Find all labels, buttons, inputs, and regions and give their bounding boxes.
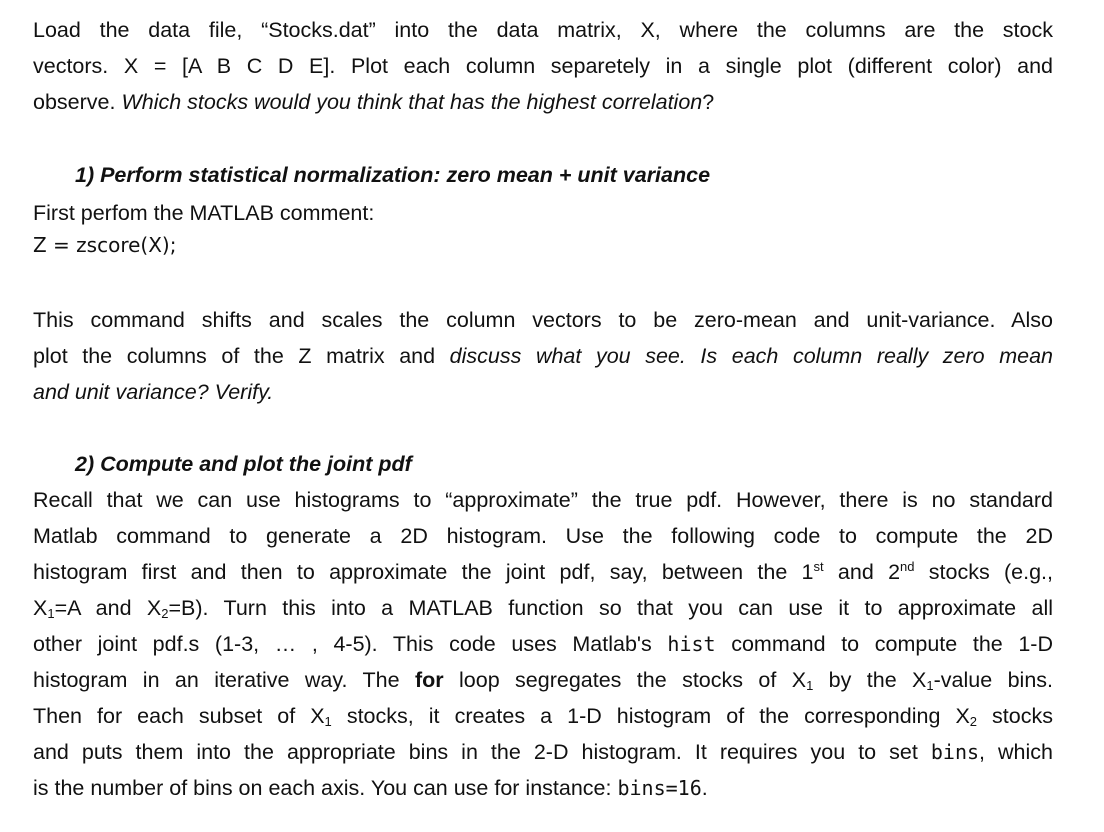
ordinal-sup: st: [813, 559, 824, 574]
subscript: 2: [969, 714, 978, 729]
section-2-text: Then for each subset of X: [33, 704, 325, 728]
intro-line: [33, 84, 1053, 120]
section-2-text: -value bins.: [933, 668, 1054, 692]
section-2-text: command to compute the 1-D: [715, 632, 1053, 656]
section-1-text: plot the columns of the Z matrix and: [33, 344, 450, 368]
section-2-text: =A and X: [54, 596, 162, 620]
subscript: 1: [324, 714, 332, 729]
section-2-text: by the X: [813, 668, 927, 692]
section-2-text: .: [701, 776, 708, 800]
section-1-line: [33, 338, 1053, 374]
section-2-text: stocks, it creates a 1-D histogram of the corresponding X: [331, 704, 970, 728]
section-2-line: [33, 554, 1053, 590]
section-2-line: [33, 662, 1053, 698]
section-2-text: is the number of bins on each axis. You can use for instance:: [33, 776, 618, 800]
intro-question: Which stocks would you think that has the highest correlation: [121, 90, 703, 114]
section-2-line: [33, 770, 1053, 806]
inline-code-bins: bins: [930, 740, 980, 764]
inline-code-hist: hist: [667, 632, 716, 656]
intro-line: Load the data file, “Stocks.dat” into the data matrix, X, where the columns are the stock: [33, 18, 1053, 42]
section-2-text: other joint pdf.s (1-3, … , 4-5). This code uses Matlab's: [33, 632, 668, 656]
intro-text: ?: [702, 90, 715, 114]
subscript: 1: [806, 678, 814, 693]
section-2-line: [33, 698, 1053, 734]
section-2-heading: 2) Compute and plot the joint pdf: [75, 452, 412, 476]
section-1-paragraph: [33, 302, 1053, 410]
inline-code-bins-value: bins=16: [617, 776, 702, 800]
section-2-text: and puts them into the appropriate bins in the 2-D histogram. It requires you to set: [33, 740, 931, 764]
ordinal-sup: nd: [900, 559, 915, 574]
subscript: 2: [161, 606, 169, 621]
bold-for-keyword: for: [414, 668, 444, 692]
section-2-line: [33, 734, 1053, 770]
zscore-code: Z = zscore(X);: [33, 233, 177, 257]
section-2-text: histogram in an iterative way. The: [33, 668, 415, 692]
section-2-text: X: [33, 596, 48, 620]
section-2-text: , which: [979, 740, 1053, 764]
section-1-italic: and unit variance? Verify.: [33, 380, 274, 404]
section-1-line: [33, 374, 1053, 410]
section-2-text: histogram first and then to approximate the joint pdf, say, between the 1: [33, 560, 814, 584]
subscript: 1: [47, 606, 55, 621]
section-1-italic: discuss what you see. Is each column really zero mean: [449, 344, 1054, 368]
section-2-text: loop segregates the stocks of X: [443, 668, 807, 692]
intro-text: observe.: [33, 90, 122, 114]
section-1-line: This command shifts and scales the column vectors to be zero-mean and unit-variance. Also: [33, 308, 1053, 332]
section-1-heading: 1) Perform statistical normalization: zero mean + unit variance: [75, 163, 711, 187]
section-2-line: Matlab command to generate a 2D histogram. Use the following code to compute the 2D: [33, 524, 1053, 548]
section-2-text: =B). Turn this into a MATLAB function so that you can use it to approximate all: [168, 596, 1053, 620]
section-2-line: [33, 590, 1053, 626]
intro-line: vectors. X = [A B C D E]. Plot each column separetely in a single plot (different color) and: [33, 54, 1053, 78]
section-2-paragraph: [33, 482, 1053, 806]
section-2-text: stocks: [977, 704, 1053, 728]
section-2-text: stocks (e.g.,: [914, 560, 1053, 584]
section-2-line: [33, 626, 1053, 662]
section-2-text: and 2: [823, 560, 901, 584]
section-2-line: Recall that we can use histograms to “approximate” the true pdf. However, there is no standard: [33, 488, 1053, 512]
section-1-instruction: First perfom the MATLAB comment:: [33, 201, 375, 225]
subscript: 1: [926, 678, 934, 693]
intro-paragraph: [33, 12, 1053, 120]
